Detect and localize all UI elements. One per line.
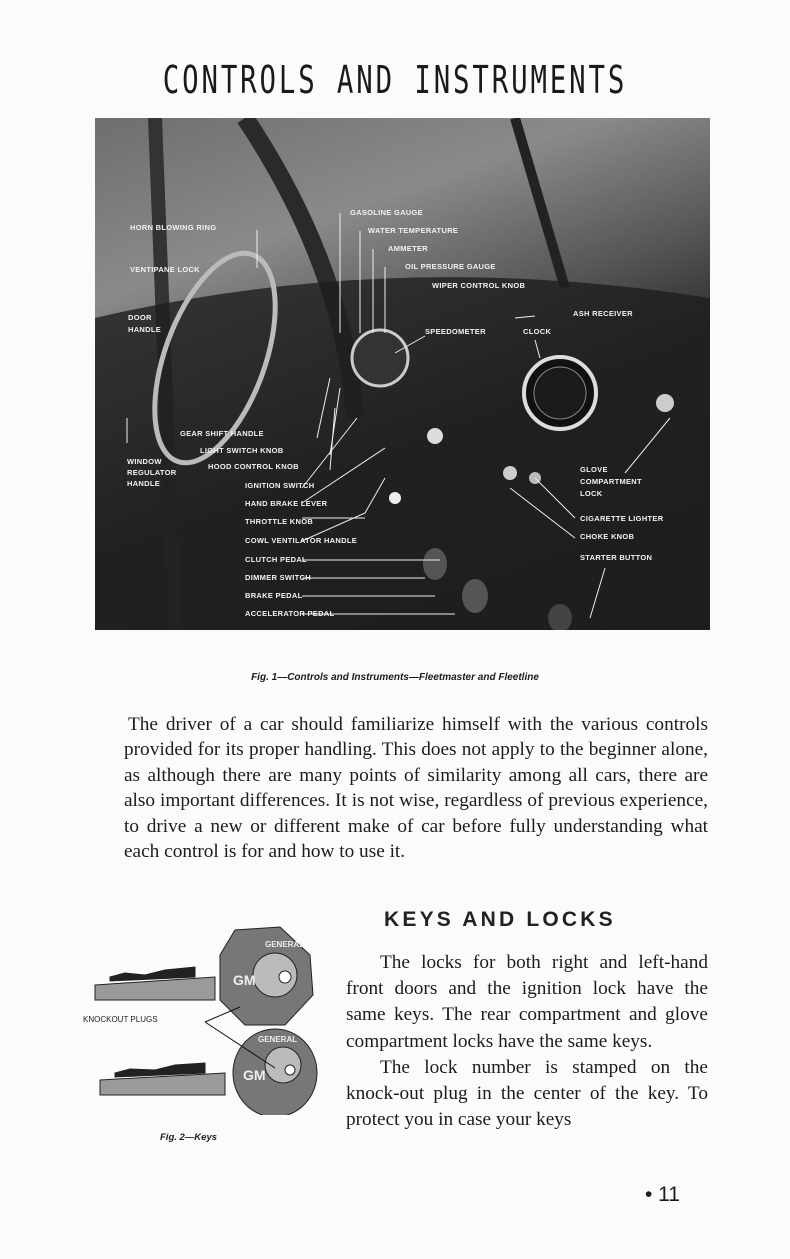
svg-text:GM: GM xyxy=(233,972,256,988)
label-gear-shift-handle: GEAR SHIFT HANDLE xyxy=(180,429,264,438)
label-cigarette-lighter: CIGARETTE LIGHTER xyxy=(580,514,664,523)
label-ignition-switch: IGNITION SWITCH xyxy=(245,481,315,490)
section-body xyxy=(346,950,708,1133)
page-title: CONTROLS AND INSTRUMENTS xyxy=(162,58,628,102)
intro-paragraph: The driver of a car should familiarize himself with the various controls provided for its proper handling. This does not apply to the beginner alone, as although there are many points of similarity among all cars, there are also important differences. It is not wise, regardless of previous experience, to drive a new or different make of car before fully understanding what each control is for and how to use it. xyxy=(124,714,708,863)
dashboard-photo xyxy=(95,118,710,630)
label-ash-receiver: ASH RECEIVER xyxy=(573,309,633,318)
svg-text:GENERAL: GENERAL xyxy=(265,940,305,949)
label-cowl-ventilator-handle: COWL VENTILATOR HANDLE xyxy=(245,536,358,545)
section-heading: KEYS AND LOCKS xyxy=(384,908,616,931)
figure-1-caption: Fig. 1—Controls and Instruments—Fleetmaster and Fleetline xyxy=(251,672,539,683)
label-glove-1: GLOVE xyxy=(580,465,608,474)
label-wiper-control-knob: WIPER CONTROL KNOB xyxy=(432,281,526,290)
label-dimmer-switch: DIMMER SWITCH xyxy=(245,573,311,582)
label-speedometer: SPEEDOMETER xyxy=(425,327,486,336)
label-clutch-pedal: CLUTCH PEDAL xyxy=(245,555,307,564)
label-brake-pedal: BRAKE PEDAL xyxy=(245,591,303,600)
label-door-2: HANDLE xyxy=(128,325,162,334)
label-accelerator-pedal: ACCELERATOR PEDAL xyxy=(245,609,335,618)
label-ventipane-lock: VENTIPANE LOCK xyxy=(130,265,200,274)
label-gasoline-gauge: GASOLINE GAUGE xyxy=(350,208,423,217)
label-horn-blowing-ring: HORN BLOWING RING xyxy=(130,223,217,232)
label-hand-brake-lever: HAND BRAKE LEVER xyxy=(245,499,328,508)
label-ammeter: AMMETER xyxy=(388,244,429,253)
label-water-temperature: WATER TEMPERATURE xyxy=(368,226,459,235)
label-window-1: WINDOW xyxy=(127,457,162,466)
key-top xyxy=(95,927,313,1025)
label-clock: CLOCK xyxy=(523,327,552,336)
page-number: • 11 xyxy=(645,1183,680,1206)
label-choke-knob: CHOKE KNOB xyxy=(580,532,635,541)
knockout-plugs-label: KNOCKOUT PLUGS xyxy=(83,1015,158,1024)
label-starter-button: STARTER BUTTON xyxy=(580,553,653,562)
figure-2-caption: Fig. 2—Keys xyxy=(160,1132,218,1143)
section-paragraph: The lock number is stamped on the knock-out plug in the center of the key. To protect you in case your keys xyxy=(346,1056,708,1131)
section-paragraph: The locks for both right and left-hand front doors and the ignition lock have the same keys. The rear compartment and glove compartment locks have the same keys. xyxy=(346,952,708,1052)
label-glove-2: COMPARTMENT xyxy=(580,477,642,486)
label-window-3: HANDLE xyxy=(127,479,161,488)
label-oil-pressure-gauge: OIL PRESSURE GAUGE xyxy=(405,262,496,271)
label-glove-3: LOCK xyxy=(580,489,603,498)
svg-text:GM: GM xyxy=(243,1067,266,1083)
label-window-2: REGULATOR xyxy=(127,468,177,477)
key-bottom xyxy=(100,1029,317,1115)
label-throttle-knob: THROTTLE KNOB xyxy=(245,517,314,526)
label-hood-control-knob: HOOD CONTROL KNOB xyxy=(208,462,299,471)
label-light-switch-knob: LIGHT SWITCH KNOB xyxy=(200,446,284,455)
svg-text:GENERAL: GENERAL xyxy=(258,1035,298,1044)
label-door-1: DOOR xyxy=(128,313,152,322)
